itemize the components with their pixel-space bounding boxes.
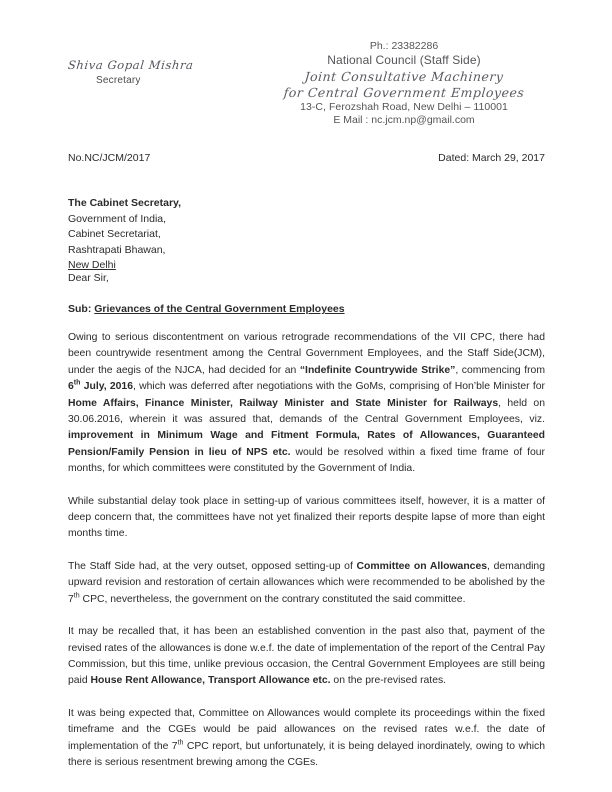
p1-segment-2: , commencing from bbox=[455, 364, 545, 376]
p5-segment-1: It was being expected that, Committee on Allowances would complete its proceedings within the fixed timeframe and the CGEs would be paid allowances on the revised rates w.e.f. the date of implementation of the 7 bbox=[68, 707, 545, 752]
reference-date: Dated: March 29, 2017 bbox=[438, 152, 545, 164]
p2-segment-1: While substantial delay took place in setting-up of various committees itself, however, it is a matter of deep concern that, the committees have not yet finalized their reports despite lapse of more than eight months time. bbox=[68, 495, 545, 540]
p1-segment-3: , which was deferred after negotiations with the GoMs, comprising of Hon’ble Minister for bbox=[133, 381, 545, 393]
p1-segment-4: , held on 30.06.2016, wherein it was assured that, demands of the Central Government Employees, viz. bbox=[68, 397, 545, 426]
paragraph-5 bbox=[68, 706, 545, 772]
p4-segment-1: It may be recalled that, it has been an established convention in the past also that, payment of the revised rates of the allowances is done w.e.f. the date of implementation of the report of the Central Pay Commission, but this time, unlike previous occasion, the Central Government Employees are still being paid bbox=[68, 626, 545, 687]
organization-address: 13-C, Ferozshah Road, New Delhi – 110001 bbox=[300, 100, 508, 113]
organization-machinery-line-1: Joint Consultative Machinery bbox=[303, 68, 505, 84]
addressee-line-3: Cabinet Secretariat, bbox=[68, 228, 161, 240]
p5-segment-2: CPC report, but unfortunately, it is being delayed inordinately, owing to which there is serious resentment brewing among the CGEs. bbox=[68, 740, 546, 768]
p3-segment-2: , demanding upward revision and restoration of certain allowances which were recommended to be abolished by the 7 bbox=[68, 560, 545, 605]
p1-bold-4: Home Affairs, Finance Minister, Railway Minister and State Minister for Railways bbox=[68, 397, 499, 409]
salutation: Dear Sir, bbox=[68, 272, 109, 284]
p1-bold-2: 6 bbox=[68, 381, 74, 393]
organization-block bbox=[254, 40, 554, 128]
organization-phone: Ph.: 23382286 bbox=[369, 40, 439, 52]
p3-segment-3: CPC, nevertheless, the government on the contrary constituted the said committee. bbox=[79, 593, 466, 605]
paragraph-2 bbox=[68, 494, 545, 543]
paragraph-4 bbox=[68, 624, 545, 690]
addressee-line-4: Rashtrapati Bhawan, bbox=[68, 243, 166, 256]
p5-superscript-1: th bbox=[177, 739, 184, 747]
letterhead bbox=[0, 0, 612, 140]
signatory-title: Secretary bbox=[96, 75, 141, 86]
paragraph-3 bbox=[68, 559, 545, 608]
organization-council: National Council (Staff Side) bbox=[327, 53, 481, 68]
p1-segment-5: would be resolved within a fixed time frame of four months, for which committees were constituted by the Government of India. bbox=[68, 446, 545, 475]
addressee-line-5: New Delhi bbox=[68, 259, 116, 271]
addressee-block bbox=[68, 196, 181, 274]
letter-body bbox=[68, 330, 545, 771]
subject-label: Sub: bbox=[68, 303, 92, 315]
p1-bold-3: July, 2016 bbox=[80, 381, 133, 393]
addressee-line-2: Government of India, bbox=[68, 212, 167, 225]
p3-superscript-1: th bbox=[73, 592, 80, 600]
paragraph-1 bbox=[68, 330, 545, 478]
p1-bold-1: “Indefinite Countrywide Strike” bbox=[299, 364, 456, 376]
p3-segment-1: The Staff Side had, at the very outset, opposed setting-up of bbox=[68, 560, 357, 572]
organization-machinery-line-2: for Central Government Employees bbox=[283, 84, 525, 100]
subject-text: Grievances of the Central Government Employees bbox=[94, 303, 345, 315]
p3-bold-1: Committee on Allowances bbox=[356, 560, 488, 572]
reference-number: No.NC/JCM/2017 bbox=[68, 152, 151, 164]
p1-superscript-1: th bbox=[73, 379, 81, 387]
signatory-name: Shiva Gopal Mishra bbox=[67, 58, 195, 72]
p4-bold-1: House Rent Allowance, Transport Allowance etc. bbox=[90, 675, 331, 687]
organization-email: E Mail : nc.jcm.np@gmail.com bbox=[333, 114, 475, 127]
p1-bold-5: improvement in Minimum Wage and Fitment Formula, Rates of Allowances, Guaranteed Pension/Family Pension in lieu of NPS etc. bbox=[68, 430, 545, 458]
p4-segment-2: on the pre-revised rates. bbox=[330, 675, 447, 687]
reference-row bbox=[68, 152, 545, 164]
p1-segment-1: Owing to serious discontentment on various retrograde recommendations of the VII CPC, there had been countrywide resentment among the Central Government Employees, and the Staff Side(JCM), under the aegis of the NJCA, had decided for an bbox=[68, 332, 545, 376]
addressee-line-1: The Cabinet Secretary, bbox=[68, 197, 182, 209]
subject-line bbox=[68, 303, 345, 315]
